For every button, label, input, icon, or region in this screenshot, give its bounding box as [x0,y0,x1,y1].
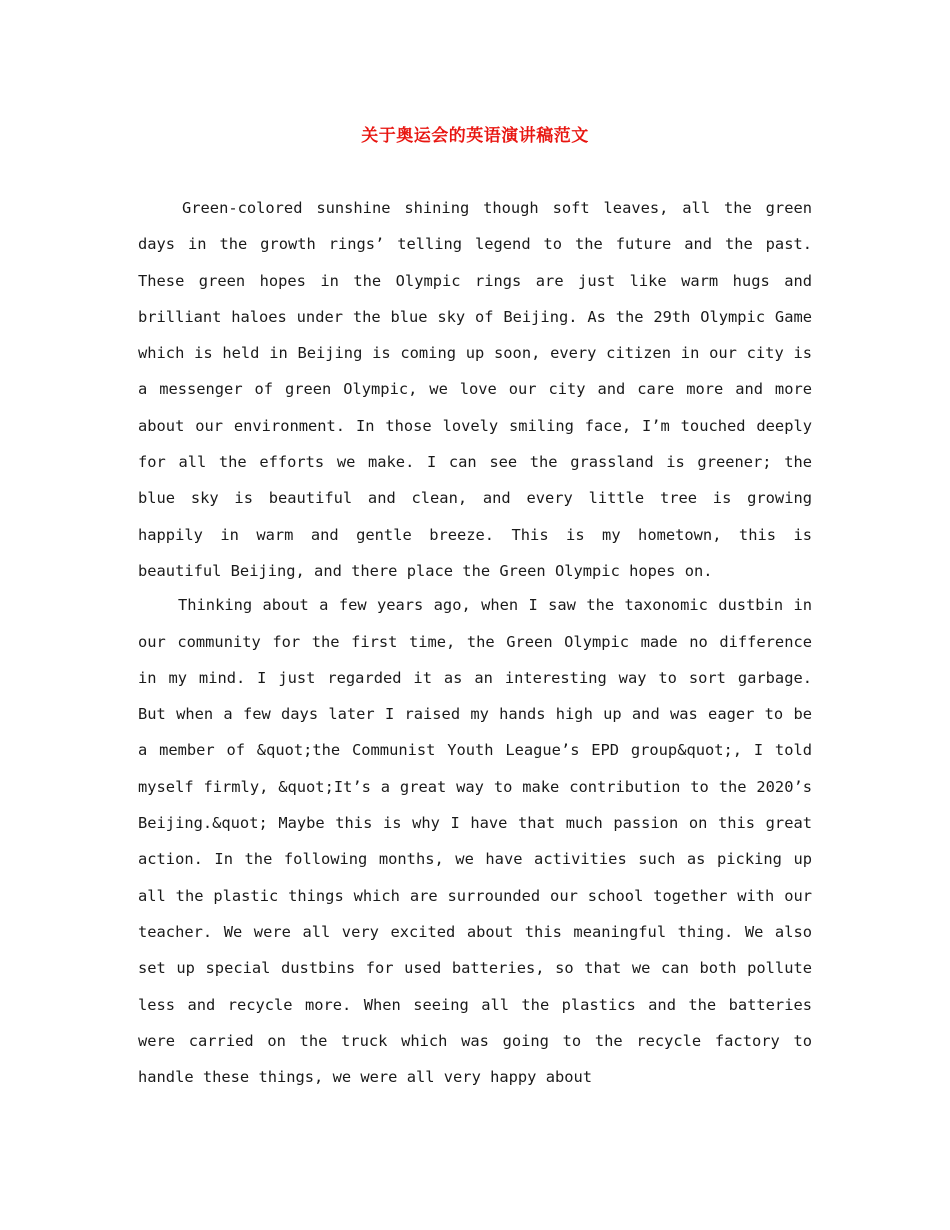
paragraph-1: Green-colored sunshine shining though soft leaves, all the green days in the growth rings’ telling legend to the future and the past. These green hopes in the Olympic rings are just like warm hugs and brilliant haloes under the blue sky of Beijing. As the 29th Olympic Game which is held in Beijing is coming up soon, every citizen in our city is a messenger of green Olympic, we love our city and care more and more about our environment. In those lovely smiling face, I’m touched deeply for all the efforts we make. I can see the grassland is greener; the blue sky is beautiful and clean, and every little tree is growing happily in warm and gentle breeze. This is my hometown, this is beautiful Beijing, and there place the Green Olympic hopes on. [138,199,812,580]
paragraph-2: Thinking about a few years ago, when I saw the taxonomic dustbin in our community for the first time, the Green Olympic made no difference in my mind. I just regarded it as an interesting way to sort garbage. But when a few days later I raised my hands high up and was eager to be a member of &quot;the Communist Youth League’s EPD group&quot;, I told myself firmly, &quot;It’s a great way to make contribution to the 2020’s Beijing.&quot; Maybe this is why I have that much passion on this great action. In the following months, we have activities such as picking up all the plastic things which are surrounded our school together with our teacher. We were all very excited about this meaningful thing. We also set up special dustbins for used batteries, so that we can both pollute less and recycle more. When seeing all the plastics and the batteries were carried on the truck which was going to the recycle factory to handle these things, we were all very happy about [138,596,812,1087]
document-body [138,190,812,1095]
document-title: 关于奥运会的英语演讲稿范文 [361,126,589,146]
